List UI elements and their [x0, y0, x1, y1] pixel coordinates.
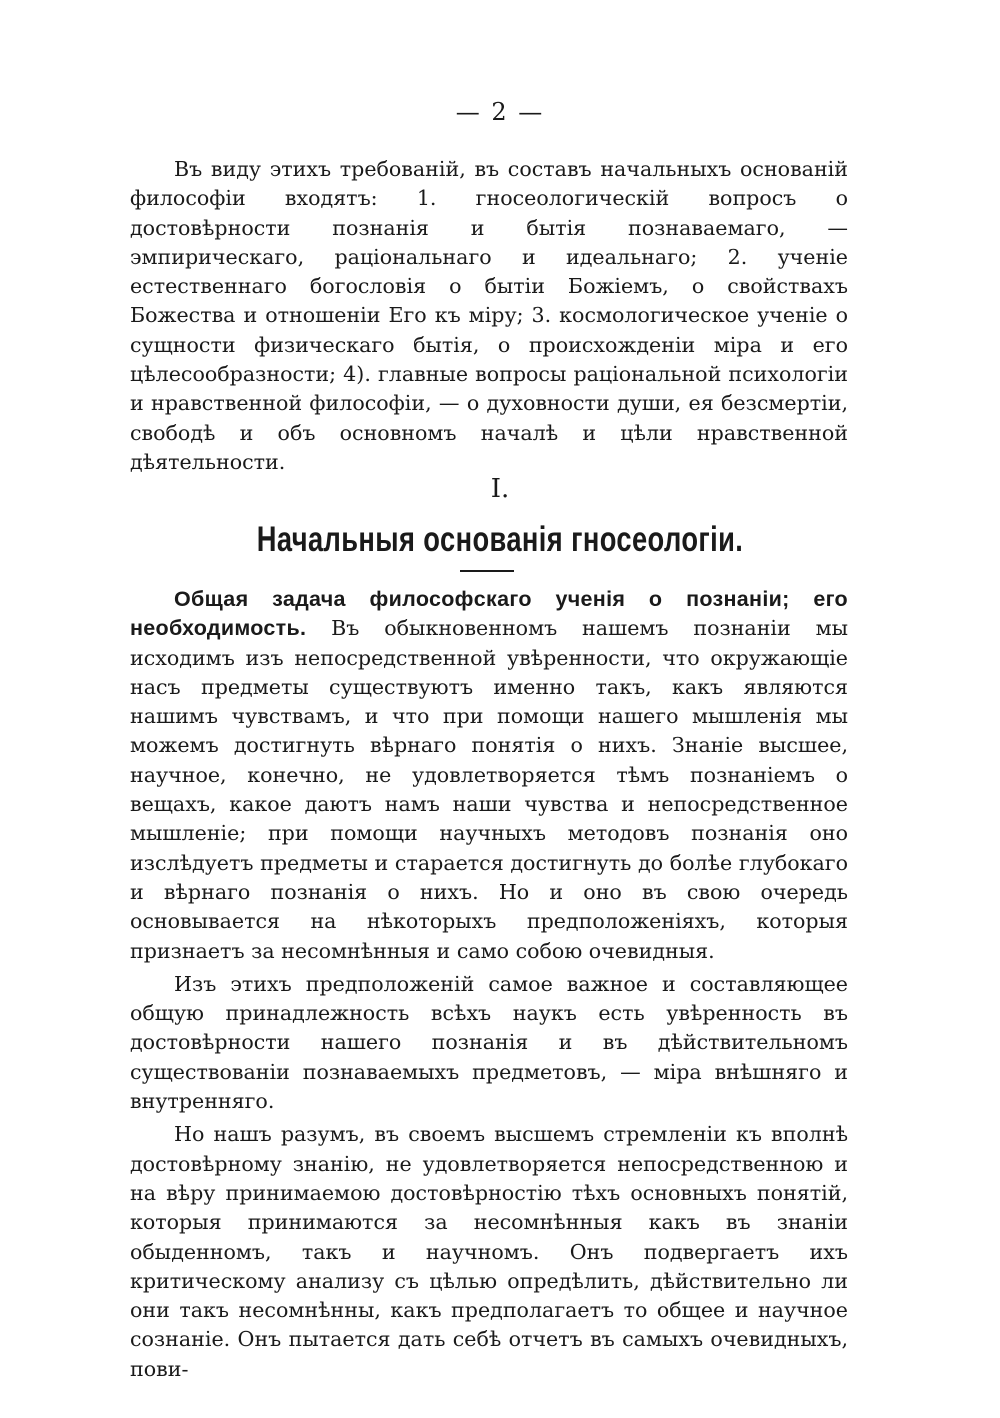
section-title: Начальныя основанія гносеологіи. [256, 520, 744, 559]
section-number: I. [490, 474, 510, 504]
intro-section [130, 155, 848, 477]
body-paragraph-1 [130, 585, 848, 966]
lead-heading: Общая задача философскаго ученія о познаніи; его необходимость. [130, 587, 848, 641]
body-paragraph-2: Изъ этихъ предположеній самое важное и составляющее общую принадлежность всѣхъ наукъ есть увѣренность въ достовѣрности нашего познанія и въ дѣйствительномъ существованіи познаваемыхъ предметовъ, — міра внѣшняго и внутренняго. [130, 971, 848, 1114]
page-number: — 2 — [455, 98, 545, 126]
body-paragraph-3: Но нашъ разумъ, въ своемъ высшемъ стремленіи къ вполнѣ достовѣрному знанію, не удовлетворяется непосредственною и на вѣру принимаемою достовѣрностію тѣхъ основныхъ понятій, которыя принимаются за несомнѣнныя какъ въ знаніи обыденномъ, такъ и научномъ. Онъ подвергаетъ ихъ критическому анализу съ цѣлью опредѣлить, дѣйствительно ли они такъ несомнѣнны, какъ предполагаетъ то общее и научное сознаніе. Онъ пытается дать себѣ отчетъ въ самыхъ очевидныхъ, пови- [130, 1122, 848, 1381]
paragraph-1-text: Въ обыкновенномъ нашемъ познаніи мы исходимъ изъ непосредственной увѣренности, что окружающіе насъ предметы существуютъ именно такъ, какъ являются нашимъ чувствамъ, и что при помощи нашего мышленія мы можемъ достигнуть вѣрнаго понятія о нихъ. Знаніе высшее, научное, конечно, не удовлетворяется тѣмъ познаніемъ о вещахъ, какое даютъ намъ наши чувства и непосредственное мышленіе; при помощи научныхъ методовъ познанія оно изслѣдуетъ предметы и старается достигнуть до болѣе глубокаго и вѣрнаго познанія о нихъ. Но и оно въ свою очередь основывается на нѣкоторыхъ предположеніяхъ, которыя признаетъ за несомнѣнныя и само собою очевидныя. [130, 616, 849, 963]
title-divider [460, 570, 514, 572]
intro-paragraph: Въ виду этихъ требованій, въ составъ начальныхъ основаній философіи входятъ: 1. гносеологическій вопросъ о достовѣрности познанія и бытія познаваемаго, — эмпирическаго, раціональнаго и идеальнаго; 2. ученіе естественнаго богословія о бытіи Божіемъ, о свойствахъ Божества и отношеніи Его къ міру; 3. космологическое ученіе о сущности физическаго бытія, о происхожденіи міра и его цѣлесообразности; 4). главные вопросы раціональной психологіи и нравственной философіи, — о духовности души, ея безсмертіи, свободѣ и объ основномъ началѣ и цѣли нравственной дѣятельности. [130, 157, 848, 474]
body-section [130, 585, 848, 1384]
